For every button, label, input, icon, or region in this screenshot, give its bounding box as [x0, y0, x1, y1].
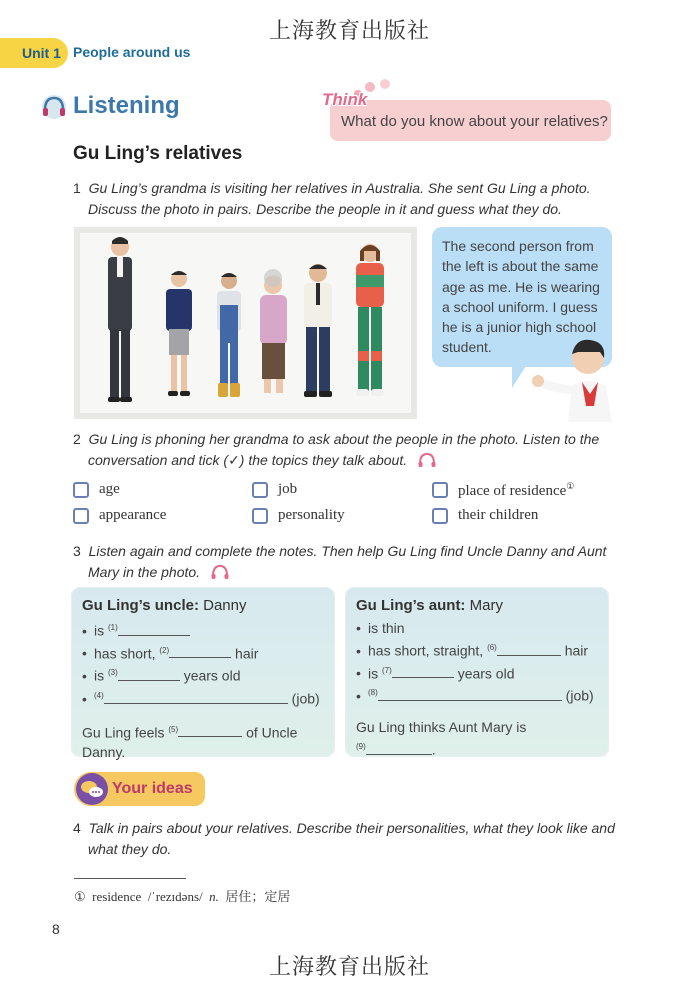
footnote-divider — [74, 878, 186, 879]
unit-title: People around us — [73, 44, 191, 60]
note-sentence: Gu Ling feels $^{(5)}$ of Uncle — [82, 724, 298, 741]
task-4-instruction — [73, 818, 615, 860]
topic-checkbox-their-children[interactable] — [432, 507, 538, 524]
think-tag: Think — [322, 90, 368, 109]
headphones-icon — [40, 94, 68, 120]
footnote-mark: ① — [74, 889, 86, 904]
footnote-meaning: 居住；定居 — [225, 889, 291, 904]
speech-line: a school uniform. I guess — [442, 298, 598, 315]
gu-ling-illustration — [530, 330, 620, 422]
answer-blank[interactable] — [169, 644, 231, 658]
note-item: • $^{(4)}$ (job) — [82, 690, 320, 707]
section-title-listening: Listening — [73, 92, 180, 119]
instruction-line: Listen again and complete the notes. Then help Gu Ling find Uncle Danny and Aunt — [88, 543, 607, 559]
note-sentence: Gu Ling thinks Aunt Mary is — [356, 718, 527, 735]
speech-line: student. — [442, 339, 492, 356]
uncle-notes-card — [72, 588, 334, 761]
family-illustration — [80, 233, 411, 413]
audio-icon[interactable] — [417, 452, 437, 468]
topic-label: appearance — [99, 507, 167, 523]
relatives-photo — [74, 227, 417, 419]
publisher-header: 上海教育出版社 — [268, 19, 430, 44]
topic-label: place of residence — [458, 483, 567, 499]
checkbox[interactable] — [432, 508, 448, 524]
unit-tab: Unit 1 — [0, 38, 68, 68]
topic-checkbox-job[interactable] — [252, 481, 297, 498]
answer-blank[interactable] — [392, 664, 454, 678]
instruction-line: Gu Ling is phoning her grandma to ask about the people in the photo. Listen to the — [88, 431, 600, 447]
speech-line: the left is about the same — [442, 258, 599, 275]
checkbox[interactable] — [252, 508, 268, 524]
speech-bubble-tail — [512, 366, 526, 388]
instruction-line: what they do. — [88, 841, 172, 857]
note-item: • is $^{(1)}$ — [82, 618, 324, 641]
task-number: 4 — [73, 820, 81, 836]
task-number: 1 — [73, 180, 81, 196]
topic-label: their children — [458, 507, 539, 523]
checkbox[interactable] — [252, 482, 268, 498]
speech-line: The second person from — [442, 238, 594, 254]
footnote-marker: ① — [566, 481, 575, 491]
task-number: 3 — [73, 543, 81, 559]
note-item: • is thin — [356, 620, 405, 636]
note-sentence: $^{(9)}$ . — [356, 741, 436, 758]
answer-blank[interactable] — [118, 622, 190, 636]
aunt-notes-card — [346, 588, 608, 756]
checkbox[interactable] — [73, 482, 89, 498]
page-number: 8 — [52, 921, 60, 937]
checkbox[interactable] — [432, 482, 448, 498]
topic-checkbox-place-of-residence[interactable] — [432, 481, 574, 500]
card-title: Gu Ling’s uncle: — [82, 597, 199, 614]
instruction-line: Discuss the photo in pairs. Describe the people in it and guess what they do. — [88, 201, 562, 217]
speech-line: age as me. He is wearing — [442, 278, 600, 295]
answer-blank[interactable] — [366, 741, 432, 755]
task-3-instruction — [73, 541, 606, 583]
card-title: Gu Ling’s aunt: — [356, 597, 466, 614]
answer-blank[interactable] — [378, 687, 562, 701]
topic-checkbox-personality[interactable] — [252, 507, 345, 524]
task-1-instruction — [73, 178, 591, 220]
answer-blank[interactable] — [118, 667, 180, 681]
footnote-phonetic: /ˈrezɪdəns/ — [147, 889, 203, 904]
note-item: • has short, $^{(2)}$ hair — [82, 645, 259, 662]
card-name: Danny — [203, 597, 247, 614]
footnote-part-of-speech: n. — [209, 889, 219, 904]
task-number: 2 — [73, 431, 81, 447]
note-item: • has short, straight, $^{(6)}$ hair — [356, 642, 589, 659]
topic-checkbox-age[interactable] — [73, 481, 120, 498]
note-item: • $^{(8)}$ (job) — [356, 687, 594, 704]
publisher-footer: 上海教育出版社 — [268, 955, 430, 980]
lesson-title: Gu Ling’s relatives — [73, 143, 243, 164]
instruction-line: Mary in the photo. — [88, 564, 201, 580]
instruction-line: Talk in pairs about your relatives. Describe their personalities, what they look like and — [88, 820, 615, 836]
instruction-line: Gu Ling’s grandma is visiting her relatives in Australia. She sent Gu Ling a photo. — [88, 180, 591, 196]
instruction-line: conversation and tick (✓) the topics they talk about. — [88, 452, 408, 468]
speech-line: he is a junior high school — [442, 319, 597, 336]
audio-icon[interactable] — [210, 564, 230, 580]
footnote-word: residence — [92, 889, 142, 904]
task-2-instruction — [73, 429, 599, 471]
topic-label: age — [99, 481, 120, 497]
note-sentence: Danny. — [82, 744, 126, 761]
footnote — [74, 886, 290, 905]
answer-blank[interactable] — [497, 642, 561, 656]
think-question: What do you know about your relatives? — [341, 113, 608, 130]
topic-label: job — [278, 481, 298, 497]
topic-label: personality — [278, 507, 345, 523]
checkbox[interactable] — [73, 508, 89, 524]
topic-checkbox-appearance[interactable] — [73, 507, 166, 524]
chat-bubbles-icon — [76, 773, 108, 805]
answer-blank[interactable] — [178, 723, 242, 737]
your-ideas-label: Your ideas — [112, 780, 193, 797]
note-item: • is $^{(7)}$ years old — [356, 665, 515, 682]
answer-blank[interactable] — [104, 690, 288, 704]
note-item: • is $^{(3)}$ years old — [82, 667, 241, 684]
card-name: Mary — [469, 597, 503, 614]
